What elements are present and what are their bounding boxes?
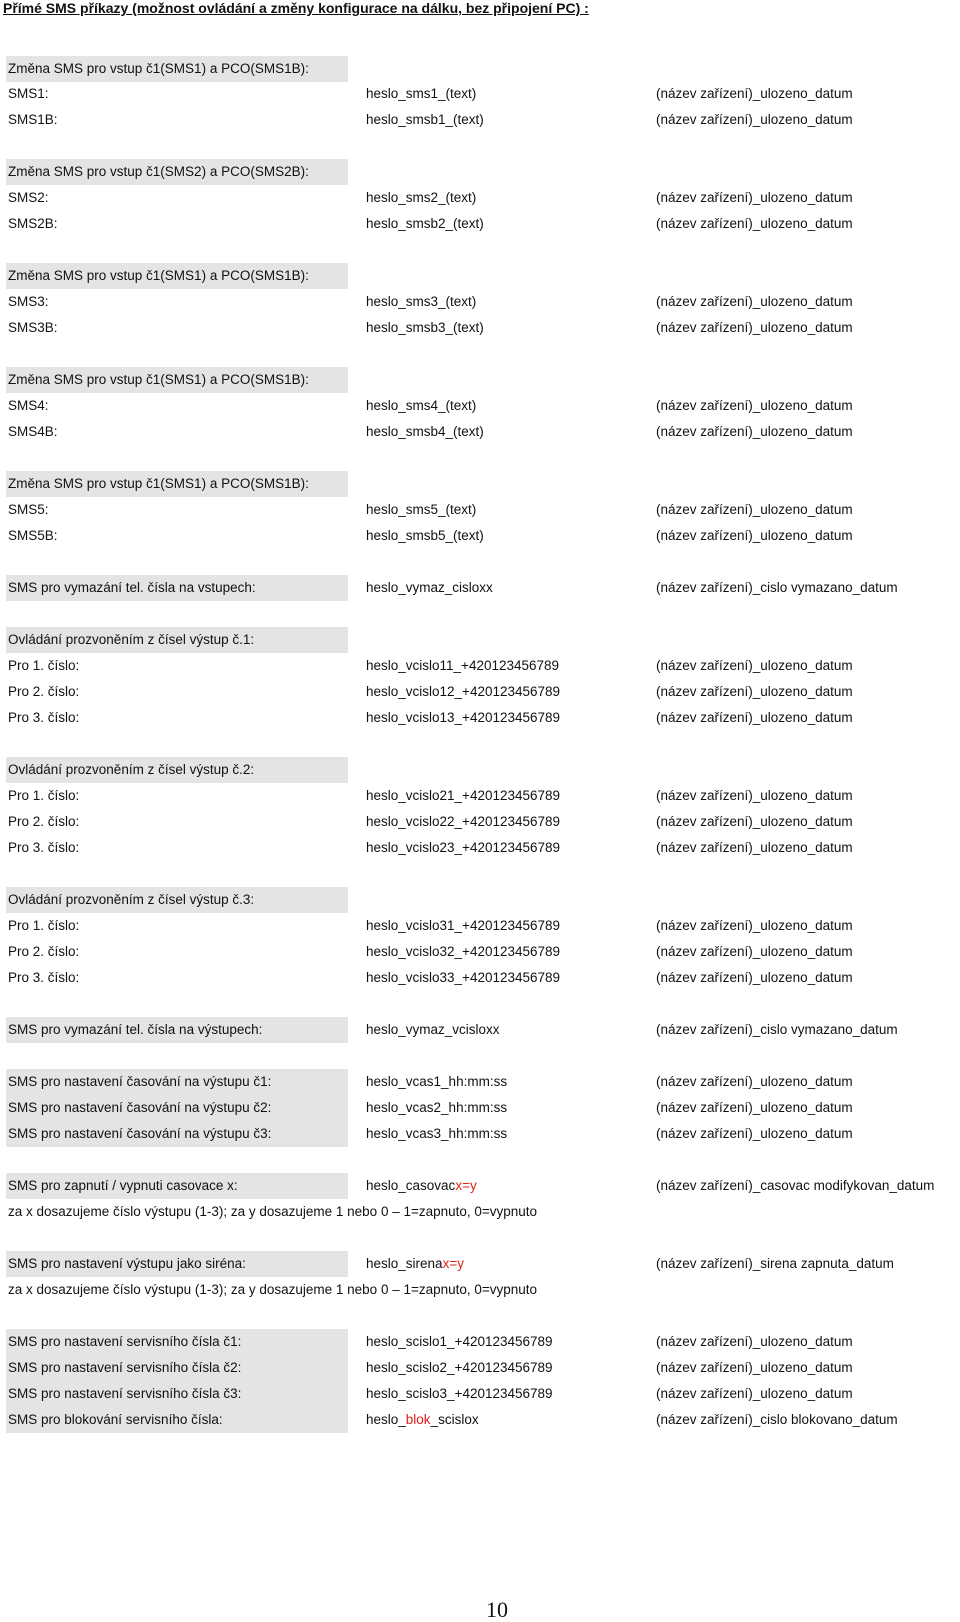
section-header: Změna SMS pro vstup č1(SMS1) a PCO(SMS1B): [0,263,960,289]
table-row: SMS4B: heslo_smsb4_(text) (název zařízení)_ulozeno_datum [8,424,853,439]
table-row: Pro 1. číslo: heslo_vcislo21_+420123456789 (název zařízení)_ulozeno_datum [8,788,853,803]
table-row: Pro 2. číslo: heslo_vcislo12_+420123456789 (název zařízení)_ulozeno_datum [8,684,853,699]
table-row: SMS pro blokování servisního čísla: heslo_blok_scislox (název zařízení)_cislo blokovano_datum [0,1407,960,1433]
table-row: SMS pro vymazání tel. čísla na výstupech: heslo_vymaz_vcisloxx (název zařízení)_cislo vymazano_datum [0,1017,960,1043]
table-row: SMS1: heslo_sms1_(text) (název zařízení)_ulozeno_datum [8,86,853,101]
table-row: SMS pro zapnutí / vypnuti casovace x: heslo_casovacx=y (název zařízení)_casovac modifykovan_datum [0,1173,960,1199]
section-header: Změna SMS pro vstup č1(SMS2) a PCO(SMS2B): [0,159,960,185]
section-header: Změna SMS pro vstup č1(SMS1) a PCO(SMS1B): [0,471,960,497]
table-row: SMS2: heslo_sms2_(text) (název zařízení)_ulozeno_datum [8,190,853,205]
table-row: SMS pro nastavení výstupu jako siréna: heslo_sirenax=y (název zařízení)_sirena zapnuta_datum [0,1251,960,1277]
page-number: 10 [486,1597,508,1622]
page-title: Přímé SMS příkazy (možnost ovládání a změny konfigurace na dálku, bez připojení PC) : [3,0,589,16]
table-row: Pro 2. číslo: heslo_vcislo22_+420123456789 (název zařízení)_ulozeno_datum [8,814,853,829]
table-row: SMS4: heslo_sms4_(text) (název zařízení)_ulozeno_datum [8,398,853,413]
section-header: Ovládání prozvoněním z čísel výstup č.1: [0,627,960,653]
note-text: za x dosazujeme číslo výstupu (1-3); za y dosazujeme 1 nebo 0 – 1=zapnuto, 0=vypnuto [8,1282,538,1297]
table-row: Pro 1. číslo: heslo_vcislo11_+420123456789 (název zařízení)_ulozeno_datum [8,658,853,673]
section-header: Ovládání prozvoněním z čísel výstup č.3: [0,887,960,913]
table-row: SMS pro nastavení časování na výstupu č1: heslo_vcas1_hh:mm:ss (název zařízení)_ulozeno_datum [0,1069,960,1095]
table-row: Pro 2. číslo: heslo_vcislo32_+420123456789 (název zařízení)_ulozeno_datum [8,944,853,959]
table-row: Pro 3. číslo: heslo_vcislo33_+420123456789 (název zařízení)_ulozeno_datum [8,970,853,985]
table-row: SMS5B: heslo_smsb5_(text) (název zařízení)_ulozeno_datum [8,528,853,543]
note-text: za x dosazujeme číslo výstupu (1-3); za y dosazujeme 1 nebo 0 – 1=zapnuto, 0=vypnuto [8,1204,538,1219]
table-row: Pro 3. číslo: heslo_vcislo13_+420123456789 (název zařízení)_ulozeno_datum [8,710,853,725]
section-header: Změna SMS pro vstup č1(SMS1) a PCO(SMS1B): [0,367,960,393]
table-row: SMS pro nastavení časování na výstupu č3: heslo_vcas3_hh:mm:ss (název zařízení)_ulozeno_datum [0,1121,960,1147]
table-row: SMS pro vymazání tel. čísla na vstupech: heslo_vymaz_cisloxx (název zařízení)_cislo vymazano_datum [0,575,960,601]
table-row: SMS3B: heslo_smsb3_(text) (název zařízení)_ulozeno_datum [8,320,853,335]
table-row: SMS pro nastavení servisního čísla č2: heslo_scislo2_+420123456789 (název zařízení)_ulozeno_datum [0,1355,960,1381]
table-row: Pro 1. číslo: heslo_vcislo31_+420123456789 (název zařízení)_ulozeno_datum [8,918,853,933]
table-row: SMS pro nastavení časování na výstupu č2: heslo_vcas2_hh:mm:ss (název zařízení)_ulozeno_datum [0,1095,960,1121]
table-row: SMS1B: heslo_smsb1_(text) (název zařízení)_ulozeno_datum [8,112,853,127]
table-row: SMS pro nastavení servisního čísla č3: heslo_scislo3_+420123456789 (název zařízení)_ulozeno_datum [0,1381,960,1407]
table-row: SMS2B: heslo_smsb2_(text) (název zařízení)_ulozeno_datum [8,216,853,231]
table-row: SMS5: heslo_sms5_(text) (název zařízení)_ulozeno_datum [8,502,853,517]
table-row: SMS pro nastavení servisního čísla č1: heslo_scislo1_+420123456789 (název zařízení)_ulozeno_datum [0,1329,960,1355]
table-row: Pro 3. číslo: heslo_vcislo23_+420123456789 (název zařízení)_ulozeno_datum [8,840,853,855]
table-row: SMS3: heslo_sms3_(text) (název zařízení)_ulozeno_datum [8,294,853,309]
section-header: Ovládání prozvoněním z čísel výstup č.2: [0,757,960,783]
section-header: Změna SMS pro vstup č1(SMS1) a PCO(SMS1B): [0,56,960,82]
